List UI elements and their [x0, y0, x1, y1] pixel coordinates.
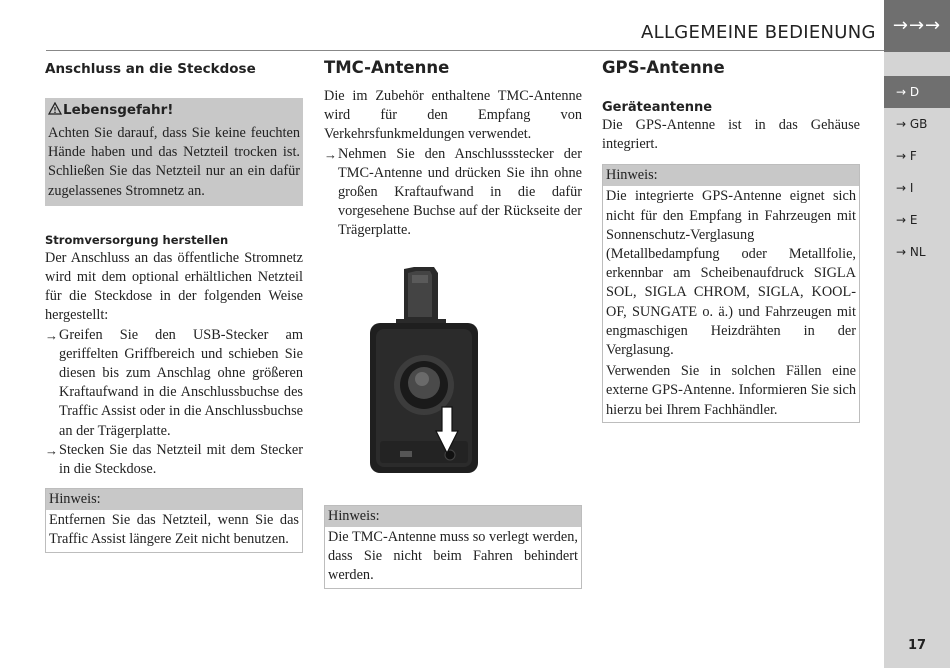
note-box	[324, 505, 582, 589]
language-tab-d[interactable]: → D	[884, 76, 950, 108]
language-list	[884, 76, 950, 268]
section-heading: TMC-Antenne	[324, 58, 450, 77]
warning-triangle-icon	[48, 102, 62, 115]
section-heading: GPS-Antenne	[602, 58, 725, 77]
tmc-note-column	[324, 505, 582, 589]
note-box	[602, 164, 860, 422]
note-label: Hinweis:	[603, 165, 859, 186]
warning-box	[45, 98, 303, 206]
note-text: Entfernen Sie das Netzteil, wenn Sie das Traffic Assist längere Zeit nicht benutzen.	[49, 512, 299, 548]
arrow-right-icon: →	[324, 146, 337, 162]
step-text: Nehmen Sie den Anschlussstecker der TMC-Antenne und drücken Sie ihn ohne großen Kraftaufwand in die dafür vorgesehene Buchse auf der Rückseite der Trägerplatte.	[338, 145, 582, 239]
warning-text: Achten Sie darauf, dass Sie keine feuchten Hände haben und das Netzteil trocken ist. Schließen Sie das Netzteil nur an ein dafür zugelassenes Stromnetz an.	[48, 125, 300, 199]
language-sidebar	[884, 0, 950, 668]
instruction-step	[45, 441, 303, 479]
intro-paragraph: Die im Zubehör enthaltene TMC-Antenne wird für den Empfang von Verkehrsfunkmeldungen verwendet.	[324, 88, 582, 143]
step-text: Stecken Sie das Netzteil mit dem Stecker in die Steckdose.	[59, 441, 303, 478]
page-title: ALLGEMEINE BEDIENUNG	[641, 22, 876, 43]
page-number: 17	[907, 638, 927, 653]
step-text: Greifen Sie den USB-Stecker am geriffelten Griffbereich und schieben Sie diesen bis zum Anschlag ohne größeren Kraftaufwand in die Anschlussbuchse des Traffic Assist oder in die Anschlussbuchse an der Trägerplatte.	[59, 326, 303, 439]
column-tmc-antenna	[324, 58, 582, 241]
header-arrows-icon: →→→	[884, 0, 950, 52]
arrow-right-icon: →	[45, 327, 58, 343]
language-tab-e[interactable]: → E	[896, 213, 918, 227]
note-box	[45, 488, 303, 552]
arrow-right-icon: →	[45, 442, 58, 458]
language-tab-i[interactable]: → I	[896, 181, 914, 195]
note-label: Hinweis:	[325, 506, 581, 527]
language-tab-nl[interactable]: → NL	[896, 245, 926, 259]
mounting-plate-image	[356, 257, 496, 487]
subheading: Geräteantenne	[602, 100, 713, 115]
subheading: Stromversorgung herstellen	[45, 232, 229, 247]
note-text: Die integrierte GPS-Antenne eignet sich nicht für den Empfang in Fahrzeugen mit Sonnenschutz-Verglasung (Metallbedampfung oder Metallfolie, erkennbar am Scheibenaufdruck SIGLA SOL, SIGLA CHROM, SIGLA, KOOL-OF, SUNGATE o. ä.) und Fahrzeugen mit engmaschigen Heizdrähten in der Verglasung.	[606, 188, 856, 359]
note-text: Die TMC-Antenne muss so verlegt werden, dass Sie nicht beim Fahren behindert werden.	[328, 529, 578, 584]
note-label: Hinweis:	[46, 489, 302, 510]
instruction-step	[45, 326, 303, 441]
column-gps-antenna	[602, 58, 860, 423]
intro-paragraph: Die GPS-Antenne ist in das Gehäuse integriert.	[602, 117, 860, 153]
header-rule	[46, 50, 884, 51]
instruction-step	[324, 145, 582, 241]
note-text: Verwenden Sie in solchen Fällen eine externe GPS-Antenne. Informieren Sie sich hierzu bei Ihrem Fachhändler.	[606, 363, 856, 418]
warning-title	[48, 102, 300, 118]
section-heading: Anschluss an die Steckdose	[45, 61, 256, 77]
intro-paragraph: Der Anschluss an das öffentliche Stromnetz wird mit dem optional erhältlichen Netzteil für die Steckdose in der folgenden Weise hergestellt:	[45, 249, 303, 324]
language-tab-gb[interactable]: → GB	[896, 117, 928, 131]
language-tab-f[interactable]: → F	[896, 149, 917, 163]
warning-title-text: Lebensgefahr!	[63, 102, 174, 118]
column-power-connection	[45, 58, 303, 553]
